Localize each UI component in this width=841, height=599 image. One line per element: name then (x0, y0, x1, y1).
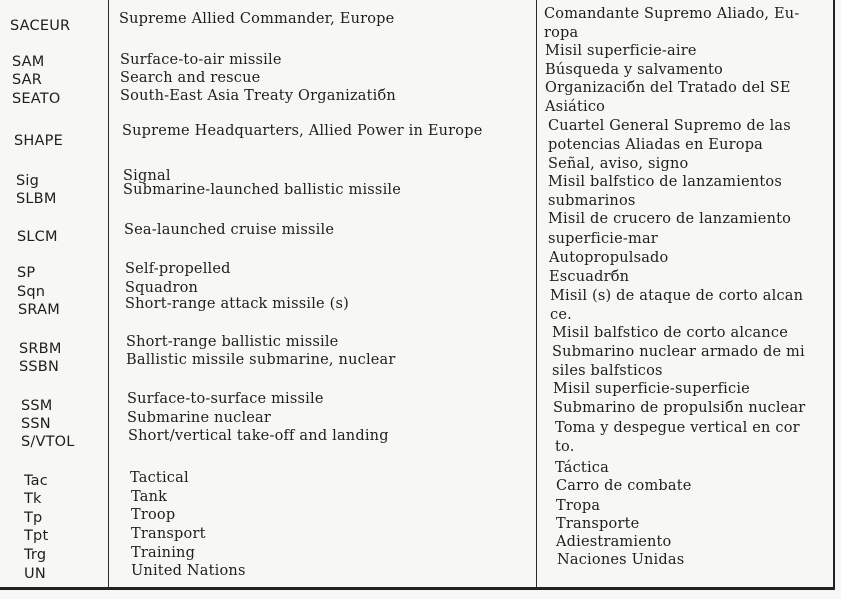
spanish-term-line: siles balfsticos (552, 363, 663, 379)
abbreviation-cell: SEATO (12, 91, 61, 107)
abbreviation-cell: Tpt (24, 528, 49, 544)
abbreviation-cell: Tk (24, 491, 42, 507)
spanish-term-line: Tropa (556, 498, 601, 514)
abbreviation-cell: Sqn (17, 284, 46, 300)
english-term-cell: Supreme Headquarters, Allied Power in Europe (122, 123, 483, 139)
spanish-term-line: Asiático (545, 99, 606, 115)
spanish-term-line: Cuartel General Supremo de las (548, 118, 791, 134)
english-term-cell: Squadron (125, 280, 199, 296)
column-divider-left (108, 0, 109, 587)
spanish-term-line: ce. (550, 307, 572, 323)
spanish-term-line: Táctica (555, 460, 609, 476)
english-term-cell: Ballistic missile submarine, nuclear (126, 352, 396, 368)
spanish-term-line: Toma y despegue vertical en cor (555, 420, 800, 436)
english-term-cell: Sea-launched cruise missile (124, 222, 335, 238)
spanish-term-line: Autopropulsado (549, 250, 669, 266)
english-term-cell: Tank (131, 489, 168, 505)
abbreviation-cell: Tp (24, 510, 43, 526)
spanish-term-line: Naciones Unidas (557, 552, 685, 568)
spanish-term-line: Misil de crucero de lanzamiento (548, 211, 792, 227)
abbreviation-cell: Tac (24, 473, 48, 489)
spanish-term-line: Señal, aviso, signo (548, 156, 689, 172)
spanish-term-line: Escuadrбn (549, 269, 630, 285)
spanish-term-line: Comandante Supremo Aliado, Eu- (544, 6, 800, 22)
column-divider-right (536, 0, 537, 587)
spanish-term-line: Transporte (556, 516, 640, 532)
abbreviation-cell: SAR (12, 72, 43, 88)
abbreviation-cell: Sig (16, 173, 40, 189)
english-term-cell: Surface-to-surface missile (127, 391, 324, 407)
english-term-cell: South-East Asia Treaty Organizatiбn (120, 88, 396, 104)
spanish-term-line: submarinos (548, 193, 636, 209)
spanish-term-line: Misil balfstico de corto alcance (552, 325, 789, 341)
spanish-term-line: Submarino nuclear armado de mi (552, 344, 805, 360)
abbreviation-cell: SLBM (16, 191, 57, 207)
english-term-cell: Short-range ballistic missile (126, 334, 339, 350)
abbreviation-cell: Trg (24, 547, 47, 563)
spanish-term-line: Misil superficie-superficie (553, 381, 750, 397)
abbreviation-cell: SSBN (19, 359, 60, 375)
spanish-term-line: superficie-mar (548, 231, 658, 247)
spanish-term-line: ropa (544, 25, 579, 41)
english-term-cell: Search and rescue (120, 70, 261, 86)
spanish-term-line: Búsqueda y salvamento (545, 62, 723, 78)
spanish-term-line: Misil (s) de ataque de corto alcan (550, 288, 804, 304)
spanish-term-line: Submarino de propulsiбn nuclear (553, 400, 806, 416)
abbreviation-cell: UN (24, 566, 46, 582)
abbreviation-cell: SRAM (18, 302, 60, 318)
english-term-cell: Submarine nuclear (127, 410, 272, 426)
abbreviation-cell: SLCM (17, 229, 58, 245)
abbreviation-cell: SP (17, 265, 36, 281)
english-term-cell: Short/vertical take-off and landing (128, 428, 389, 444)
spanish-term-line: Carro de combate (556, 478, 692, 494)
english-term-cell: Submarine-launched ballistic missile (123, 182, 402, 198)
abbreviation-cell: SHAPE (14, 133, 63, 149)
spanish-term-line: Misil superficie-aire (545, 43, 697, 59)
english-term-cell: Troop (131, 507, 176, 523)
english-term-cell: Supreme Allied Commander, Europe (119, 11, 395, 27)
spanish-term-line: Misil balfstico de lanzamientos (548, 174, 782, 190)
english-term-cell: Self-propelled (125, 261, 231, 277)
english-term-cell: Tactical (130, 470, 189, 486)
english-term-cell: Training (131, 545, 196, 561)
abbreviation-cell: SSM (21, 398, 53, 414)
spanish-term-line: potencias Aliadas en Europa (548, 137, 764, 153)
english-term-cell: Signal (123, 168, 171, 184)
english-term-cell: Short-range attack missile (s) (125, 296, 349, 312)
abbreviation-cell: SSN (21, 416, 51, 432)
abbreviation-cell: S/VTOL (21, 434, 75, 450)
spanish-term-line: to. (555, 439, 575, 455)
abbreviation-cell: SRBM (19, 341, 62, 357)
abbreviation-cell: SAM (12, 54, 45, 70)
english-term-cell: Surface-to-air missile (120, 52, 282, 68)
spanish-term-line: Organizaciбn del Tratado del SE (545, 80, 791, 96)
english-term-cell: United Nations (131, 563, 246, 579)
abbreviation-cell: SACEUR (10, 18, 71, 34)
english-term-cell: Transport (131, 526, 206, 542)
spanish-term-line: Adiestramiento (556, 534, 672, 550)
